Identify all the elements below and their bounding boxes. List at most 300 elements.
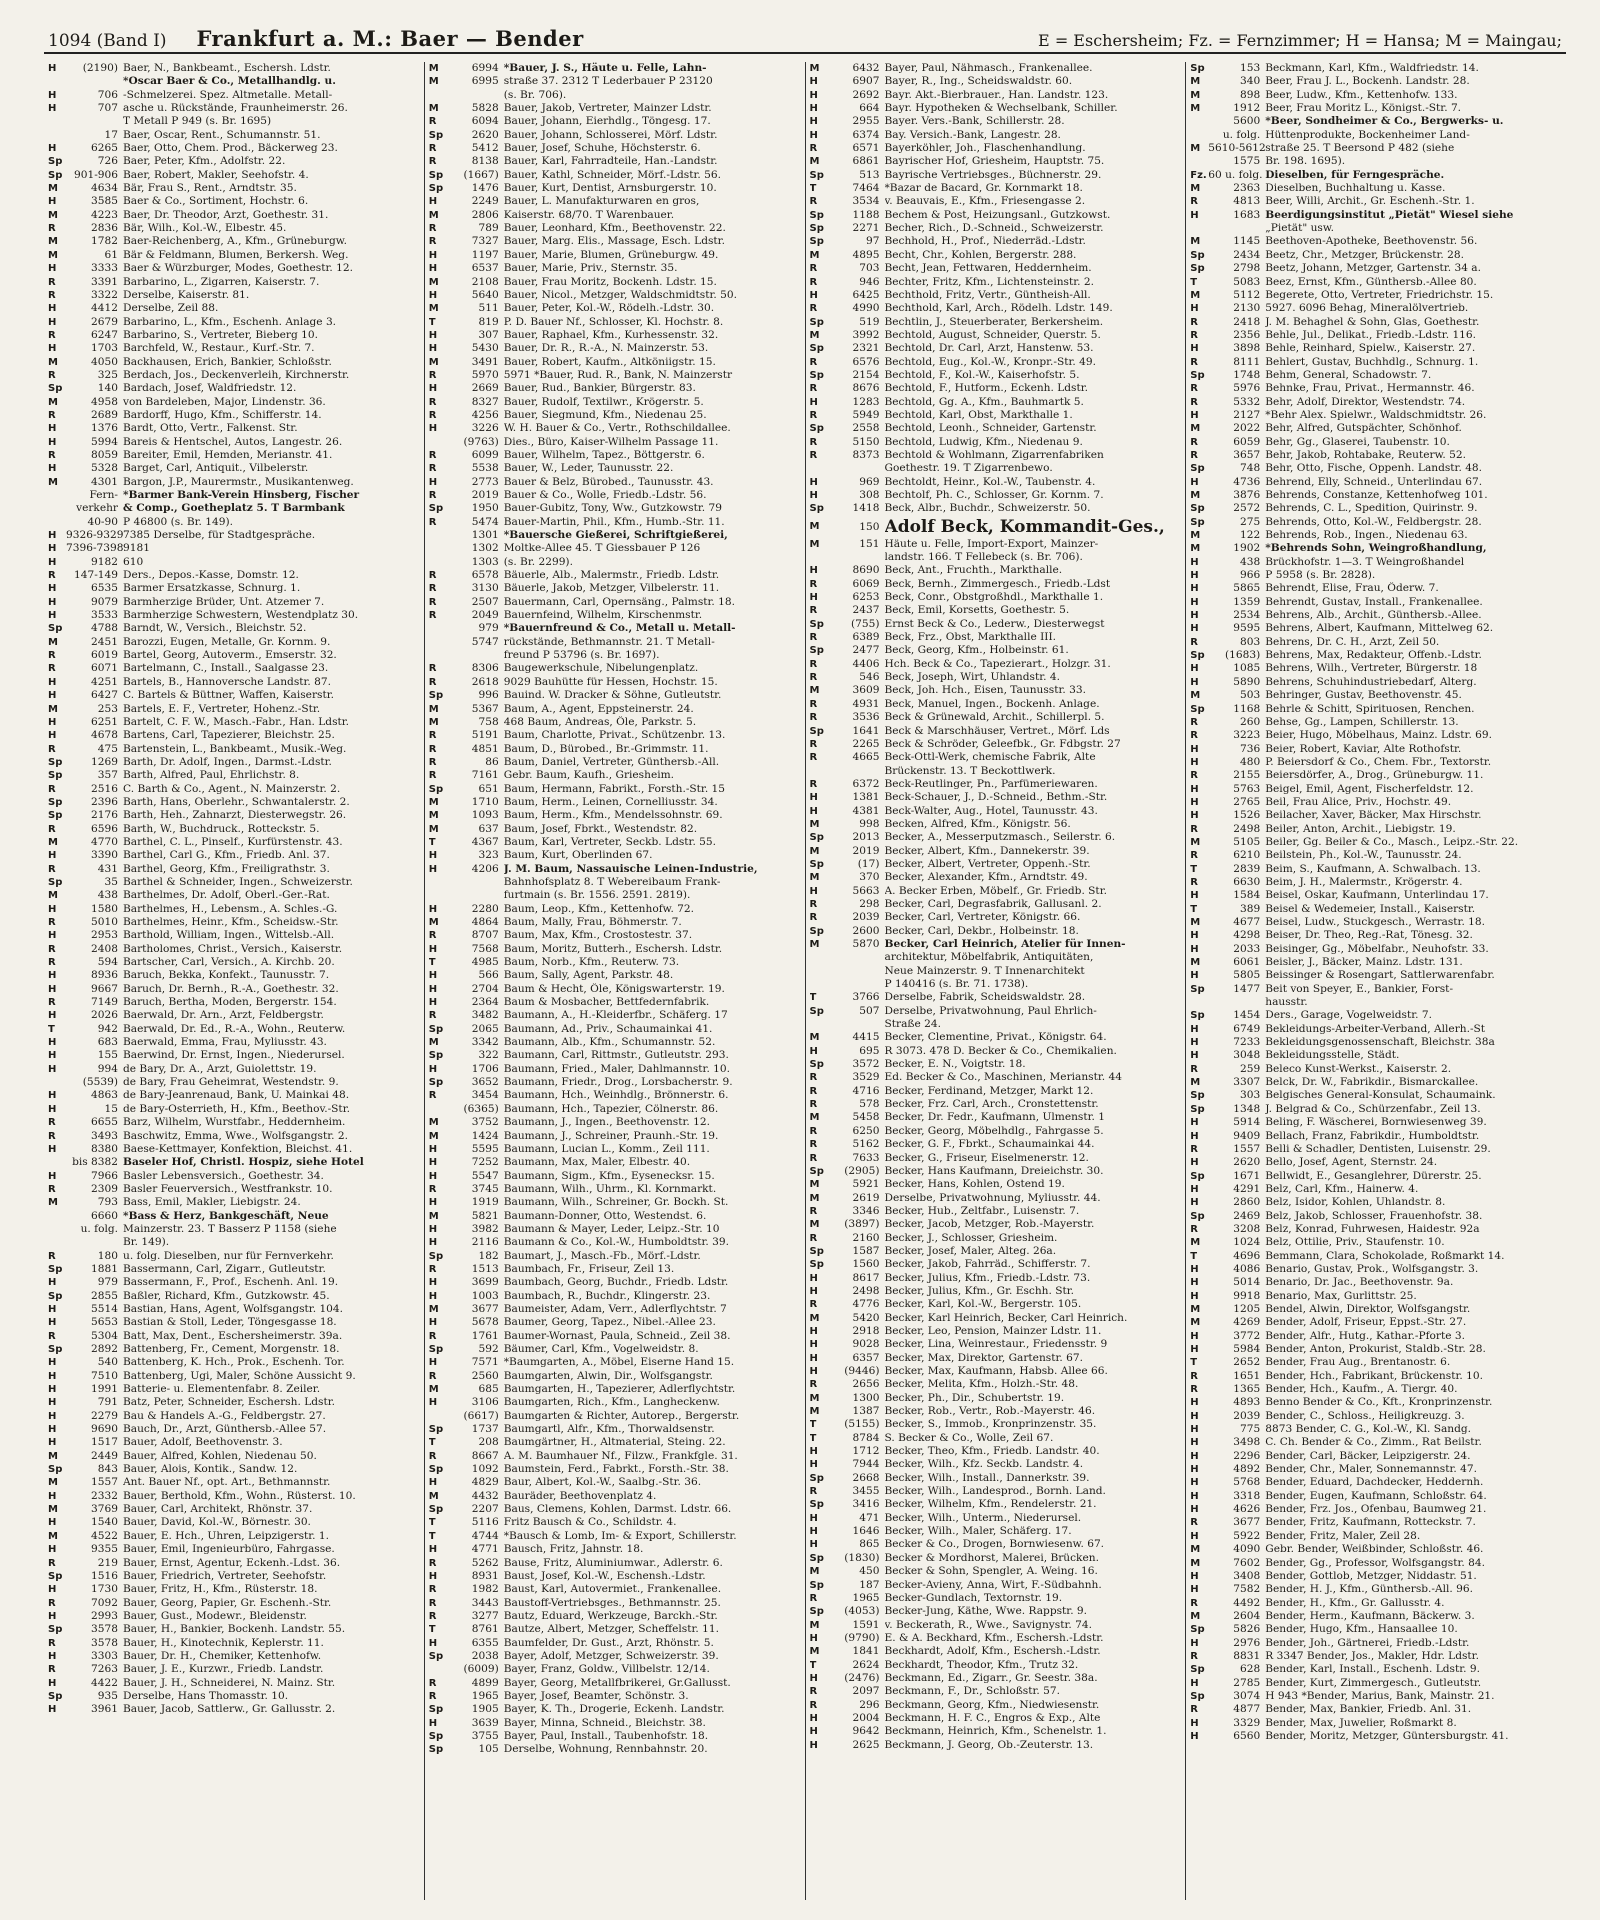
entry-text: Bauer, David, Kol.-W., Börnestr. 30. <box>123 1516 311 1529</box>
directory-entry <box>1190 1009 1562 1022</box>
exchange-code: R <box>428 1690 437 1702</box>
phone-number: 5304 <box>91 1329 118 1342</box>
phone-number: 6099 <box>471 448 499 461</box>
exchange-code: R <box>428 1090 437 1102</box>
exchange-code: H <box>1190 1424 1199 1436</box>
exchange-code: M <box>48 836 58 848</box>
phone-number: 105 <box>478 1743 499 1756</box>
entry-text: T Metall P 949 (s. Br. 1695) <box>123 115 272 128</box>
directory-entry <box>810 991 1182 1004</box>
directory-entry <box>810 1058 1182 1071</box>
entry-text: Bender, Hch., Fabrikant, Brückenstr. 10. <box>1265 1369 1483 1382</box>
phone-number: 6578 <box>471 569 499 582</box>
entry-text: Battenberg, Fr., Cement, Morgenstr. 18. <box>123 1343 340 1355</box>
directory-entry <box>1190 1516 1562 1529</box>
entry-text: Bechtold, Ludwig, Kfm., Niedenau 9. <box>884 435 1083 448</box>
exchange-code: R <box>428 1610 437 1622</box>
directory-entry <box>1190 729 1562 742</box>
entry-text: Bender, Moritz, Metzger, Güntersburgstr. 41. <box>1265 1729 1509 1742</box>
phone-number: 8327 <box>471 395 499 408</box>
directory-entry <box>810 1138 1182 1151</box>
entry-text: J. M. Behaghel & Sohn, Glas, Goethestr. <box>1265 315 1480 328</box>
phone-number: 6357 <box>852 1351 880 1364</box>
phone-number: 1188 <box>852 208 880 221</box>
directory-column-1 <box>44 62 425 1900</box>
phone-number: 1302 <box>471 542 499 555</box>
entry-text: Barthelmes, H., Lebensm., A. Schles.-G. <box>123 902 338 915</box>
exchange-code: R <box>428 583 437 595</box>
phone-number: 2065 <box>471 1022 499 1035</box>
directory-entry <box>429 556 801 569</box>
exchange-code: H <box>428 1637 438 1649</box>
exchange-code: M <box>809 1566 820 1578</box>
exchange-code: H <box>48 1424 57 1436</box>
entry-text: Goethestr. 19. T Zigarrenbewo. <box>884 462 1053 475</box>
exchange-code: M <box>809 63 820 74</box>
directory-entry <box>429 1450 801 1463</box>
phone-number: 1476 <box>471 182 499 195</box>
directory-entry <box>48 1583 420 1596</box>
entry-text: Gebr. Baum, Kaufh., Griesheim. <box>503 769 675 782</box>
directory-entry <box>429 796 801 809</box>
phone-number <box>1208 222 1265 235</box>
directory-entry <box>810 1725 1182 1738</box>
directory-entry <box>810 765 1182 778</box>
entry-text: Fritz Bausch & Co., Schildstr. 4. <box>503 1516 677 1529</box>
exchange-code: R <box>48 409 56 421</box>
exchange-code: H <box>48 1143 57 1155</box>
exchange-code <box>429 89 447 102</box>
directory-entry <box>429 1049 801 1062</box>
directory-entry <box>429 1730 801 1743</box>
entry-text: straße 37. 2312 T Lederbauer P 23120 <box>503 75 713 88</box>
entry-text: Baer, Otto, Chem. Prod., Bäckerweg 23. <box>123 142 338 155</box>
directory-entry <box>429 102 801 115</box>
entry-text: Beck, Georg, Kfm., Holbeinstr. 61. <box>884 644 1069 657</box>
directory-entry <box>429 1036 801 1049</box>
entry-text: Behrends, Rob., Ingen., Niedenau 63. <box>1265 529 1468 542</box>
entry-text: Baumann, Wilh., Schreiner, Gr. Bockh. St. <box>503 1196 729 1209</box>
entry-text: Bartholomes, Christ., Versich., Kaiserstr. <box>123 942 343 955</box>
exchange-code: Sp <box>48 1570 63 1582</box>
exchange-code: M <box>428 63 439 74</box>
phone-number: 1300 <box>852 1391 880 1404</box>
directory-entry <box>429 1023 801 1036</box>
entry-text: Becker, A., Messerputzmasch., Seilerstr. 6. <box>884 831 1116 844</box>
exchange-code: H <box>48 730 57 742</box>
phone-number: 4291 <box>1233 1182 1261 1195</box>
exchange-code: H <box>428 1290 438 1302</box>
phone-number: 1671 <box>1233 1169 1261 1182</box>
phone-number: 6432 <box>852 62 880 74</box>
phone-number: 4899 <box>471 1676 499 1689</box>
directory-entry <box>48 1436 420 1449</box>
page-number: 1094 (Band I) <box>48 31 167 51</box>
entry-text: Hch. Beck & Co., Tapezierart., Holzgr. 31. <box>884 657 1111 670</box>
entry-text: Baum & Hecht, Öle, Königswarterstr. 19. <box>503 982 725 995</box>
entry-text: Baumbach, Georg, Buchdr., Friedb. Ldstr. <box>503 1276 729 1289</box>
phone-number: 703 <box>859 262 880 275</box>
directory-entry <box>1190 849 1562 862</box>
entry-text: Baumann, Sigm., Kfm., Eysenecksr. 15. <box>503 1169 715 1182</box>
directory-entry <box>1190 956 1562 969</box>
exchange-code: R <box>428 463 437 475</box>
phone-number: 5805 <box>1233 969 1261 982</box>
exchange-code: H <box>48 690 57 702</box>
directory-entry <box>1190 1423 1562 1436</box>
directory-entry <box>48 1076 420 1089</box>
entry-text: Barthelmes, Dr. Adolf, Oberl.-Ger.-Rat. <box>123 889 330 902</box>
directory-entry <box>48 983 420 996</box>
phone-number: 187 <box>859 1578 880 1591</box>
phone-number: 1881 <box>91 1262 118 1275</box>
phone-number: 5105 <box>1233 835 1261 848</box>
phone-number: 2013 <box>852 831 880 844</box>
directory-entry <box>1190 1436 1562 1449</box>
exchange-code: Sp <box>48 169 63 181</box>
directory-entry <box>48 1490 420 1503</box>
phone-number: 5970 <box>471 368 499 381</box>
directory-entry <box>810 1098 1182 1111</box>
exchange-code: Sp <box>809 1472 824 1484</box>
directory-entry <box>429 316 801 329</box>
entry-text: Benario, Gustav, Prok., Wolfsgangstr. 3. <box>1265 1262 1479 1275</box>
exchange-code: H <box>48 1650 57 1662</box>
exchange-code: R <box>1190 449 1198 461</box>
entry-text: Baumart, J., Masch.-Fb., Mörf.-Ldstr. <box>503 1249 701 1262</box>
entry-text: Beez, Ernst, Kfm., Günthersb.-Allee 80. <box>1265 275 1477 288</box>
phone-number: 5262 <box>471 1556 499 1569</box>
exchange-code: M <box>48 1477 58 1489</box>
exchange-code: H <box>48 1090 57 1102</box>
phone-number: 9918 <box>1233 1289 1261 1302</box>
exchange-code: H <box>428 1223 438 1235</box>
directory-entry <box>810 1552 1182 1565</box>
entry-text: Baumann, Max, Maler, Elbestr. 40. <box>503 1156 691 1169</box>
directory-entry <box>429 969 801 982</box>
directory-entry <box>810 1512 1182 1525</box>
directory-entry <box>48 649 420 662</box>
phone-number: 8676 <box>852 382 880 395</box>
exchange-code: H <box>1190 209 1199 221</box>
phone-number: 1418 <box>852 502 880 515</box>
phone-number: (1667) <box>463 168 499 181</box>
exchange-code: H <box>428 970 438 982</box>
directory-entry <box>1190 783 1562 796</box>
exchange-code <box>1190 115 1208 128</box>
exchange-code: T <box>428 1437 436 1449</box>
entry-text: Bauer, Emil, Ingenieurbüro, Fahrgasse. <box>123 1543 335 1556</box>
exchange-code: M <box>1190 236 1201 248</box>
exchange-code: H <box>48 676 57 688</box>
phone-number: 4412 <box>91 302 118 315</box>
entry-text: Behle, Jul., Delikat., Friedb.-Ldstr. 116. <box>1265 328 1477 341</box>
entry-text: Bahnhofsplatz 8. T Webereibaum Frank- <box>503 875 721 888</box>
entry-text: Bäuerle, Jakob, Metzger, Vilbelerstr. 11. <box>503 582 720 595</box>
directory-entry <box>429 1543 801 1556</box>
exchange-code: H <box>48 1517 57 1529</box>
phone-number: 5328 <box>91 462 118 475</box>
phone-number: 3130 <box>471 582 499 595</box>
directory-entry <box>1190 142 1562 155</box>
entry-text: Behrends, Constanze, Kettenhofweg 101. <box>1265 489 1488 501</box>
entry-text: *Oscar Baer & Co., Metallhandlg. u. <box>123 75 336 88</box>
directory-entry <box>429 743 801 756</box>
exchange-code: R <box>48 329 56 341</box>
exchange-code: H <box>1190 1130 1199 1142</box>
directory-entry <box>429 1703 801 1716</box>
phone-number: 4864 <box>471 916 499 928</box>
phone-number: 4931 <box>852 697 880 710</box>
phone-number: 3677 <box>1233 1516 1261 1529</box>
exchange-code: R <box>1190 823 1198 835</box>
exchange-code: Sp <box>809 1245 824 1257</box>
phone-number: 438 <box>1240 555 1261 568</box>
entry-text: Bauer, Adolf, Beethovenstr. 3. <box>123 1436 283 1449</box>
phone-number: 6861 <box>852 155 880 168</box>
directory-entry <box>48 1543 420 1556</box>
entry-text: Brückenstr. 13. T Beckottlwerk. <box>884 764 1056 777</box>
directory-entry <box>1190 276 1562 289</box>
entry-text: Beim, J. H., Malermstr., Krögerstr. 4. <box>1265 875 1463 888</box>
directory-entry <box>1190 1730 1562 1743</box>
directory-entry <box>810 1232 1182 1245</box>
directory-entry <box>429 1663 801 1676</box>
directory-entry <box>429 729 801 742</box>
entry-text: Barth, Alfred, Paul, Ehrlichstr. 8. <box>123 769 300 782</box>
phone-number: 2855 <box>91 1289 118 1302</box>
entry-text: Belz, Jakob, Schlosser, Frauenhofstr. 38. <box>1265 1209 1483 1222</box>
directory-entry <box>48 249 420 262</box>
phone-number: 789 <box>478 222 499 235</box>
exchange-code: R <box>48 223 56 235</box>
phone-number: 40-90 <box>87 515 118 528</box>
entry-text: Becker, G. F., Fbrkt., Schaumainkai 44. <box>884 1138 1095 1151</box>
exchange-code: Sp <box>48 876 63 888</box>
entry-text: Beisinger, Gg., Möbelfabr., Neuhofstr. 33. <box>1265 942 1489 955</box>
phone-number: 5600 <box>1233 115 1261 128</box>
exchange-code: R <box>809 712 818 724</box>
directory-entry <box>1190 1263 1562 1276</box>
phone-number: 2860 <box>1233 1196 1261 1209</box>
exchange-code: H <box>48 263 57 275</box>
entry-text: Bauermann, Carl, Opernsäng., Palmstr. 18. <box>503 595 736 608</box>
phone-number: 61 <box>104 248 118 261</box>
entry-text: Becker, Jacob, Metzger, Rob.-Mayerstr. <box>884 1218 1095 1231</box>
entry-text: Beck-Ottl-Werk, chemische Fabrik, Alte <box>884 751 1096 764</box>
phone-number: 1092 <box>471 1463 499 1476</box>
entry-text: Baumbach, Fr., Friseur, Zeil 13. <box>503 1262 675 1275</box>
exchange-code: Sp <box>809 503 824 515</box>
entry-text: Baruch, Bertha, Moden, Bergerstr. 154. <box>123 996 337 1009</box>
entry-text: Baerwald, Dr. Arn., Arzt, Feldbergstr. <box>123 1009 324 1022</box>
exchange-code: H <box>428 983 438 995</box>
entry-text: Becker, Karl, Kol.-W., Bergerstr. 105. <box>884 1298 1082 1311</box>
phone-number: (6365) <box>463 1102 499 1115</box>
directory-entry <box>429 235 801 248</box>
phone-number: 4269 <box>1233 1316 1261 1329</box>
entry-text: Beck-Reutlinger, Pn., Parfümeriewaren. <box>884 777 1098 790</box>
phone-number: 480 <box>1240 755 1261 768</box>
entry-text: Becker & Sohn, Spengler, A. Weing. 16. <box>884 1565 1098 1578</box>
entry-text: Bauer, Dr. R., R.-A., N. Mainzerstr. 53. <box>503 342 709 355</box>
entry-text: Barth, Hans, Oberlehr., Schwantalerstr. 2. <box>123 795 350 808</box>
exchange-code: H <box>428 1477 438 1489</box>
directory-entry <box>48 929 420 942</box>
exchange-code: M <box>809 156 820 168</box>
exchange-code: H <box>48 556 57 568</box>
entry-text: Derselbe, Privatwohnung, Myliusstr. 44. <box>884 1191 1101 1204</box>
directory-entry <box>429 1196 801 1209</box>
exchange-code: H <box>428 1170 438 1182</box>
directory-entry <box>429 1170 801 1183</box>
entry-text: Baumann, Alb., Kfm., Schumannstr. 52. <box>503 1036 716 1049</box>
entry-text: landstr. 166. T Fellebeck (s. Br. 706). <box>884 551 1083 564</box>
exchange-code: R <box>809 1125 818 1137</box>
directory-entry <box>1190 102 1562 115</box>
phone-number: 901-906 <box>73 168 118 181</box>
directory-column-2 <box>425 62 806 1900</box>
phone-number: 1516 <box>91 1569 118 1582</box>
directory-entry <box>1190 1490 1562 1503</box>
entry-text: Bayer, Minna, Schneid., Bleichstr. 38. <box>503 1716 706 1729</box>
exchange-code: Sp <box>48 1290 63 1302</box>
exchange-code: H <box>48 1544 57 1556</box>
directory-entry <box>48 115 420 128</box>
exchange-code <box>810 965 828 978</box>
entry-text: Beerdigungsinstitut „Pietät" Wiesel siehe <box>1265 208 1514 221</box>
phone-number: 2993 <box>91 1609 118 1622</box>
phone-number: 748 <box>1240 462 1261 475</box>
exchange-code: Sp <box>428 129 444 141</box>
entry-text: 7385 Derselbe, für Stadtgespräche. <box>123 529 316 542</box>
entry-text: Bauer, E. Hch., Uhren, Leipzigerstr. 1. <box>123 1529 330 1542</box>
exchange-code: H <box>1190 1197 1199 1209</box>
phone-number: 979 <box>97 1276 118 1289</box>
entry-text: 610 <box>123 555 144 568</box>
exchange-code: Sp <box>1190 650 1205 662</box>
phone-number: 2249 <box>471 195 499 208</box>
entry-text: von Bardeleben, Major, Lindenstr. 36. <box>123 395 326 408</box>
entry-text: Beling, F. Wäscherei, Bornwiesenweg 39. <box>1265 1116 1487 1129</box>
exchange-code: R <box>428 663 437 675</box>
entry-text: Bechtold, Gg. A., Kfm., Bauhmartk 5. <box>884 395 1084 408</box>
phone-number: 7966 <box>91 1169 118 1182</box>
phone-number: 1584 <box>1233 889 1261 902</box>
phone-number: 5610-5612 <box>1208 142 1266 155</box>
entry-text: Baumgärtner, H., Altmaterial, Steing. 22. <box>503 1436 726 1449</box>
phone-number: 1902 <box>1233 542 1261 555</box>
exchange-code <box>48 1236 66 1249</box>
exchange-code: H <box>48 343 57 355</box>
phone-number: 1841 <box>852 1645 880 1658</box>
directory-entry <box>810 102 1182 115</box>
entry-text: hausstr. <box>1265 996 1308 1009</box>
entry-text: „Pietät" usw. <box>1265 222 1335 235</box>
exchange-code: M <box>428 810 439 822</box>
phone-number: 513 <box>859 168 880 181</box>
exchange-code: M <box>1190 1544 1201 1556</box>
exchange-code: R <box>1190 1704 1198 1716</box>
exchange-code: Sp <box>1190 983 1205 995</box>
entry-text: Bauer, Jakob, Vertreter, Mainzer Ldstr. <box>503 102 712 115</box>
phone-number: 4716 <box>852 1084 880 1097</box>
exchange-code <box>810 951 828 964</box>
entry-text: Bauer, Josef, Schuhe, Höchsterstr. 6. <box>503 142 701 155</box>
entry-text: *Baumgarten, A., Möbel, Eiserne Hand 15. <box>503 1356 735 1369</box>
entry-text: Bello, Josef, Agent, Sternstr. 24. <box>1265 1156 1438 1169</box>
entry-text: Belck, Dr. W., Fabrikdir., Bismarckallee. <box>1265 1076 1479 1089</box>
entry-text: Beckmann, Ed., Zigarr., Gr. Seestr. 38a. <box>884 1671 1098 1684</box>
directory-entry <box>429 1143 801 1156</box>
phone-number: 1365 <box>1233 1383 1261 1396</box>
phone-number: 5865 <box>1233 582 1261 595</box>
exchange-code: T <box>809 1659 817 1671</box>
phone-number: 3657 <box>1233 448 1261 461</box>
exchange-code: Sp <box>1190 1624 1205 1636</box>
entry-text: Behrendt, Gustav, Install., Frankenallee. <box>1265 595 1483 608</box>
entry-text: Beigel, Emil, Agent, Fischerfeldstr. 12. <box>1265 782 1474 795</box>
entry-text: Backhausen, Erich, Bankier, Schloßstr. <box>123 355 332 368</box>
exchange-code: H <box>48 1170 57 1182</box>
exchange-code: R <box>809 1299 818 1311</box>
entry-text: Derselbe, Privatwohnung, Paul Ehrlich- <box>884 1004 1097 1017</box>
phone-number: 6061 <box>1233 956 1261 969</box>
entry-text: Beer, Frau J. L., Bockenh. Landstr. 28. <box>1265 75 1470 88</box>
entry-text: Barthelmes, Heinr., Kfm., Scheidsw.-Str. <box>123 916 339 928</box>
phone-number: 4634 <box>91 182 118 195</box>
phone-number: 1782 <box>91 235 118 248</box>
phone-number: 308 <box>859 489 880 501</box>
entry-text: Becker, Wilhelm, Kfm., Rendelerstr. 21. <box>884 1498 1097 1511</box>
phone-number: 4090 <box>1233 1543 1261 1556</box>
phone-number: 1683 <box>1233 208 1261 221</box>
entry-text: Beiler, Gg. Beiler & Co., Masch., Leipz.-Str. 22. <box>1265 835 1519 848</box>
exchange-code: H <box>48 1610 57 1622</box>
entry-text: Becker, Melita, Kfm., Holzh.-Str. 48. <box>884 1378 1079 1391</box>
directory-entry <box>48 1236 420 1249</box>
directory-entry <box>429 956 801 969</box>
directory-entry <box>48 169 420 182</box>
exchange-code: M <box>48 396 58 408</box>
directory-entry <box>48 1250 420 1263</box>
entry-text: Bayer, Georg, Metallfbrikerei, Gr.Gallusst. <box>503 1676 731 1689</box>
phone-number: 3491 <box>471 355 499 368</box>
phone-number: 9667 <box>91 982 118 995</box>
phone-number: 1557 <box>1233 1142 1261 1155</box>
entry-text: Bender, H. J., Kfm., Günthersb.-All. 96. <box>1265 1583 1473 1596</box>
phone-number: 1301 <box>471 529 499 542</box>
phone-number: 475 <box>97 742 118 755</box>
exchange-code: H <box>809 76 818 88</box>
phone-number: 323 <box>478 849 499 862</box>
phone-number: (6009) <box>463 1663 499 1676</box>
phone-number: 793 <box>97 1196 118 1209</box>
directory-entry <box>429 676 801 689</box>
entry-text: Bender, Eduard, Dachdecker, Heddernh. <box>1265 1476 1484 1489</box>
phone-number: 2116 <box>471 1236 499 1249</box>
entry-text: Bechtold & Wohlmann, Zigarrenfabriken <box>884 448 1104 461</box>
entry-text: architektur, Möbelfabrik, Antiquitäten, <box>884 951 1094 964</box>
directory-entry <box>810 858 1182 871</box>
phone-number: 5747 <box>471 635 499 648</box>
entry-text: Baumgartl, Alfr., Kfm., Thorwaldsenstr. <box>503 1423 715 1436</box>
entry-text: Beck-Walter, Aug., Hotel, Taunusstr. 43. <box>884 804 1098 817</box>
phone-number: 2656 <box>852 1378 880 1391</box>
phone-number: 97 <box>866 235 880 248</box>
phone-number: 9690 <box>91 1423 118 1436</box>
exchange-code: R <box>809 1699 818 1711</box>
